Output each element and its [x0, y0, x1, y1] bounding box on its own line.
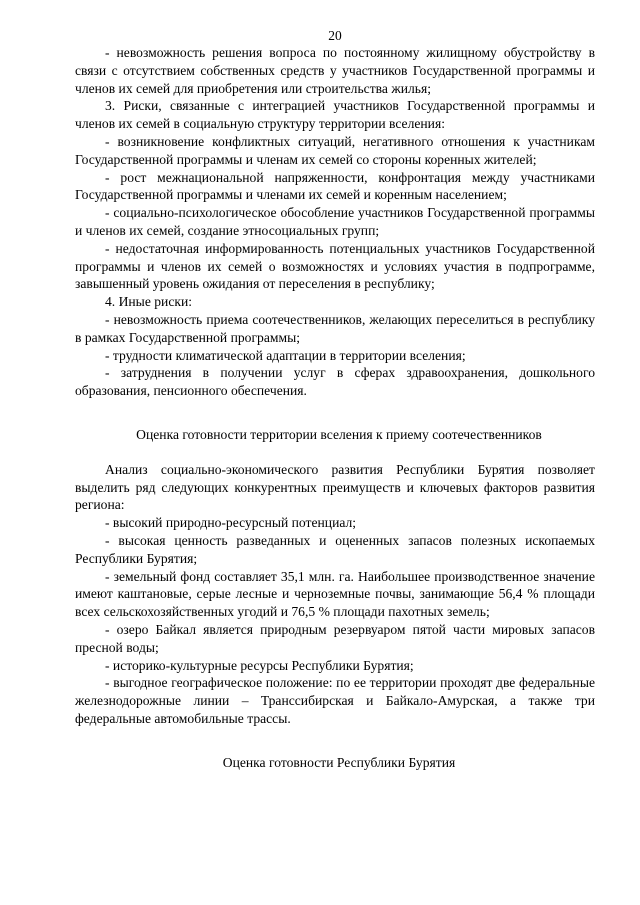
paragraph-ethnic-tension-risk: - рост межнациональной напряженности, конфронтация между участниками Государственной программы и членами их семей и коренным населением; — [75, 169, 595, 203]
paragraph-conflict-risk: - возникновение конфликтных ситуаций, негативного отношения к участникам Государственной программы и членам их семей со стороны коренных жителей; — [75, 133, 595, 167]
paragraph-land-fund: - земельный фонд составляет 35,1 млн. га. Наибольшее производственное значение имеют каштановые, серые лесные и черноземные почвы, занимающие 56,4 % площади всех сельскохозяйственных угодий и 76,5 % площади пахотных земель; — [75, 568, 595, 620]
paragraph-housing-risk: - невозможность решения вопроса по постоянному жилищному обустройству в связи с отсутствием собственных средств у участников Государственной программы и членов их семей для приобретения или строительства жилья; — [75, 45, 595, 96]
paragraph-cultural-resources: - историко-культурные ресурсы Республики Бурятия; — [105, 657, 414, 673]
paragraph-other-risks-heading: 4. Иные риски: — [105, 294, 193, 310]
paragraph-geography: - выгодное географическое положение: по ее территории проходят две федеральные железнодорожные линии – Транссибирская и Байкало-Амурская, а также три федеральные автомобильные трассы. — [75, 675, 595, 726]
page-number: 20 — [328, 28, 342, 43]
section-heading-territory-readiness: Оценка готовности территории вселения к приему соотечественников — [136, 426, 542, 442]
section-heading-republic-readiness: Оценка готовности Республики Бурятия — [222, 754, 456, 770]
paragraph-integration-risks-heading: 3. Риски, связанные с интеграцией участников Государственной программы и членов их семей в социальную структуру территории вселения: — [75, 98, 595, 132]
paragraph-analysis-intro: Анализ социально-экономического развития Республики Бурятия позволяет выделить ряд следующих конкурентных преимуществ и ключевых факторов развития региона: — [75, 461, 595, 513]
paragraph-reception-risk: - невозможность приема соотечественников, желающих переселиться в республику в рамках Государственной программы; — [75, 311, 595, 345]
paragraph-information-risk: - недостаточная информированность потенциальных участников Государственной программы и членов их семей о возможностях и условиях участия в подпрограмме, завышенный уровень ожидания от переселения в республику; — [75, 240, 595, 292]
paragraph-natural-resources: - высокий природно-ресурсный потенциал; — [105, 515, 357, 531]
paragraph-services-risk: - затруднения в получении услуг в сферах здравоохранения, дошкольного образования, пенсионного обеспечения. — [75, 365, 595, 399]
paragraph-minerals: - высокая ценность разведанных и оцененных запасов полезных ископаемых Республики Бурятия; — [75, 532, 595, 566]
paragraph-climate-risk: - трудности климатической адаптации в территории вселения; — [105, 347, 466, 363]
document-body — [75, 44, 595, 788]
paragraph-lake-baikal: - озеро Байкал является природным резервуаром пятой части мировых запасов пресной воды; — [75, 621, 595, 655]
paragraph-isolation-risk: - социально-психологическое обособление участников Государственной программы и членов их семей, создание этносоциальных групп; — [75, 205, 595, 238]
